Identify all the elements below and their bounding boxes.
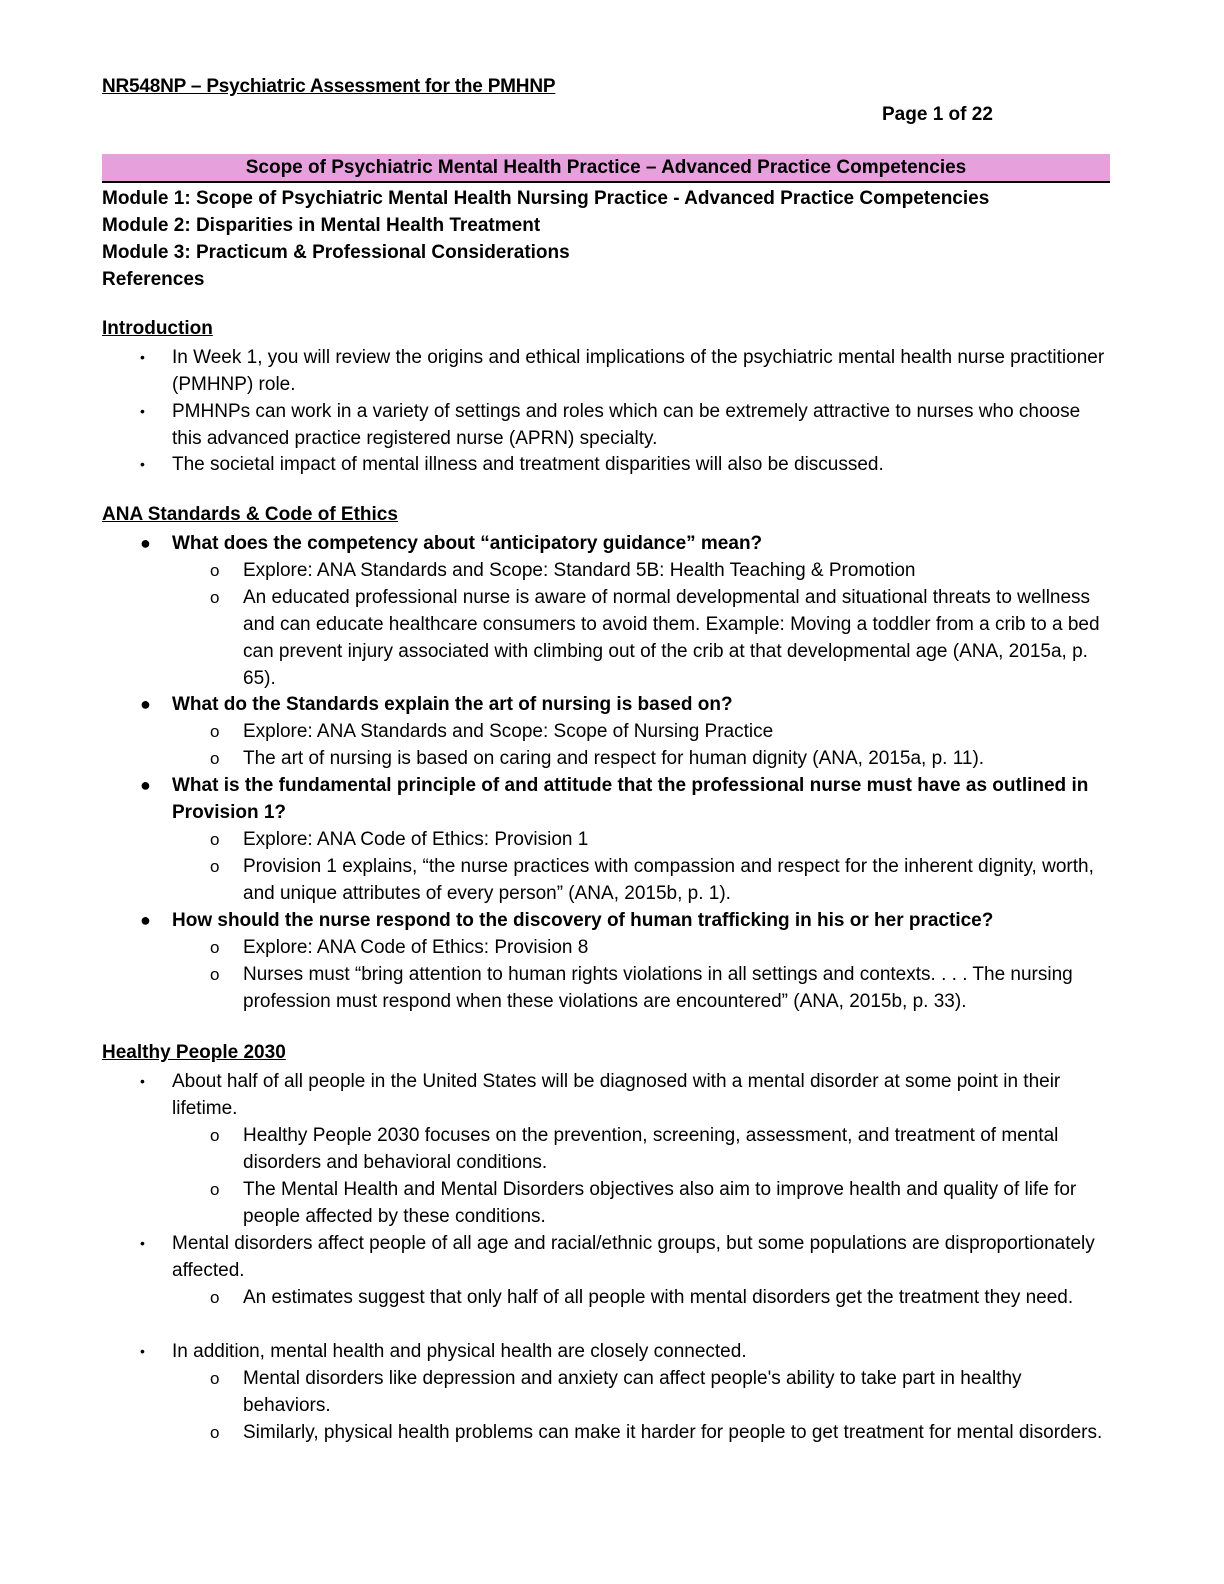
hp-item-1-sub-1: Healthy People 2030 focuses on the prevention, screening, assessment, and treatment of mental disorders and behavioral conditions. [243, 1125, 1059, 1173]
hp-item-1-sub-2: The Mental Health and Mental Disorders objectives also aim to improve health and quality of life for people affected by these conditions. [243, 1179, 1077, 1227]
ana-q1-sub-2: An educated professional nurse is aware of normal developmental and situational threats to wellness and can educate healthcare consumers to avoid them. Example: Moving a toddler from a crib to a bed can prevent injury associated with climbing out of the crib at that developmental age (ANA, 2015a, p. 65). [243, 587, 1100, 689]
intro-item-3: The societal impact of mental illness and treatment disparities will also be discussed. [172, 454, 884, 475]
intro-item-1: In Week 1, you will review the origins and ethical implications of the psychiatric mental health nurse practitioner (PMHNP) role. [172, 347, 1105, 395]
ana-question-3: What is the fundamental principle of and attitude that the professional nurse must have as outlined in Provision 1? [172, 775, 1089, 823]
sub-bullet-icon: o [210, 588, 220, 607]
course-title: NR548NP – Psychiatric Assessment for the PMHNP [102, 76, 556, 97]
bullet-icon: ● [140, 533, 151, 553]
hp-item-3: In addition, mental health and physical health are closely connected. [172, 1341, 747, 1362]
ana-q4-sub-2: Nurses must “bring attention to human rights violations in all settings and contexts. . . . The nursing profession must respond when these violations are encountered” (ANA, 2015b, p. 33). [243, 964, 1073, 1012]
bullet-icon: • [140, 1235, 145, 1251]
ana-question-2: What do the Standards explain the art of nursing is based on? [172, 694, 733, 715]
healthy-people-heading: Healthy People 2030 [102, 1042, 286, 1063]
bullet-icon: ● [140, 694, 151, 714]
module-3-link: Module 3: Practicum & Professional Considerations [102, 242, 570, 263]
sub-bullet-icon: o [210, 1369, 220, 1388]
hp-item-3-sub-2: Similarly, physical health problems can make it harder for people to get treatment for mental disorders. [243, 1422, 1103, 1443]
sub-bullet-icon: o [210, 1423, 220, 1442]
bullet-icon: ● [140, 775, 151, 795]
sub-bullet-icon: o [210, 1126, 220, 1145]
module-2-link: Module 2: Disparities in Mental Health Treatment [102, 215, 541, 236]
sub-bullet-icon: o [210, 857, 220, 876]
references-link: References [102, 269, 205, 290]
module-list [102, 185, 1112, 293]
sub-bullet-icon: o [210, 1288, 220, 1307]
bullet-icon: • [140, 349, 145, 365]
bullet-icon: • [140, 1073, 145, 1089]
ana-question-4: How should the nurse respond to the discovery of human trafficking in his or her practice? [172, 910, 994, 931]
sub-bullet-icon: o [210, 561, 220, 580]
bullet-icon: • [140, 456, 145, 472]
ana-q3-sub-2: Provision 1 explains, “the nurse practices with compassion and respect for the inherent dignity, worth, and unique attributes of every person” (ANA, 2015b, p. 1). [243, 856, 1094, 904]
hp-item-2-sub-1: An estimates suggest that only half of all people with mental disorders get the treatment they need. [243, 1287, 1074, 1308]
ana-q3-sub-1: Explore: ANA Code of Ethics: Provision 1 [243, 829, 589, 850]
sub-bullet-icon: o [210, 749, 220, 768]
hp-item-1: About half of all people in the United States will be diagnosed with a mental disorder at some point in their lifetime. [172, 1071, 1061, 1119]
ana-q4-sub-1: Explore: ANA Code of Ethics: Provision 8 [243, 937, 589, 958]
sub-bullet-icon: o [210, 722, 220, 741]
bullet-icon: • [140, 1343, 145, 1359]
ana-heading: ANA Standards & Code of Ethics [102, 504, 398, 525]
intro-item-2: PMHNPs can work in a variety of settings and roles which can be extremely attractive to nurses who choose this advanced practice registered nurse (APRN) specialty. [172, 401, 1081, 449]
sub-bullet-icon: o [210, 1180, 220, 1199]
bullet-icon: • [140, 403, 145, 419]
ana-question-1: What does the competency about “anticipatory guidance” mean? [172, 533, 763, 554]
sub-bullet-icon: o [210, 938, 220, 957]
bullet-icon: ● [140, 910, 151, 930]
ana-q1-sub-1: Explore: ANA Standards and Scope: Standard 5B: Health Teaching & Promotion [243, 560, 916, 581]
hp-item-3-sub-1: Mental disorders like depression and anxiety can affect people's ability to take part in healthy behaviors. [243, 1368, 1022, 1416]
module-1-link: Module 1: Scope of Psychiatric Mental Health Nursing Practice - Advanced Practice Competencies [102, 188, 990, 209]
introduction-heading: Introduction [102, 318, 213, 339]
ana-q2-sub-2: The art of nursing is based on caring and respect for human dignity (ANA, 2015a, p. 11). [243, 748, 985, 769]
ana-q2-sub-1: Explore: ANA Standards and Scope: Scope of Nursing Practice [243, 721, 774, 742]
sub-bullet-icon: o [210, 830, 220, 849]
page-indicator: Page 1 of 22 [882, 104, 993, 125]
section-banner: Scope of Psychiatric Mental Health Practice – Advanced Practice Competencies [102, 154, 1110, 183]
hp-item-2: Mental disorders affect people of all age and racial/ethnic groups, but some populations are disproportionately affected. [172, 1233, 1095, 1281]
sub-bullet-icon: o [210, 965, 220, 984]
